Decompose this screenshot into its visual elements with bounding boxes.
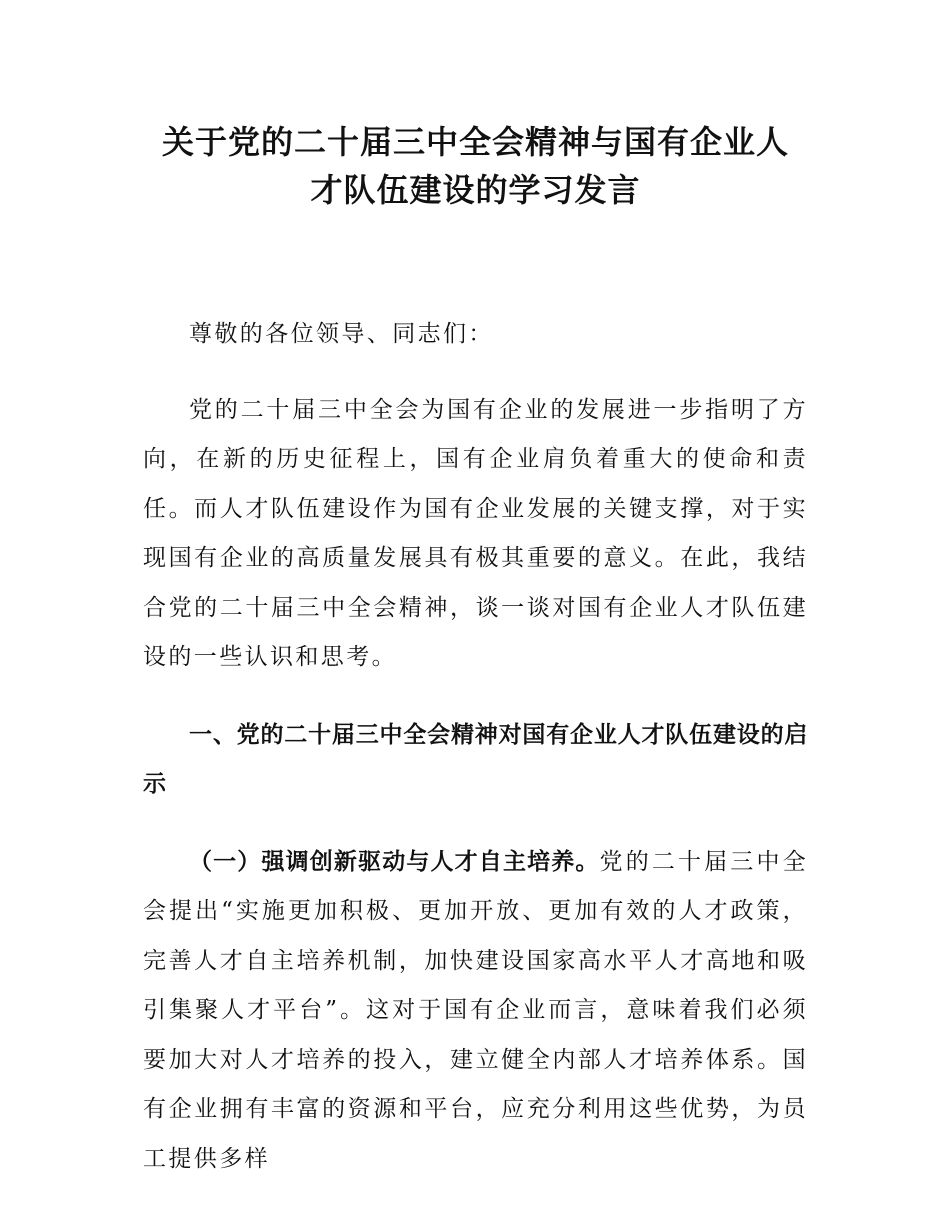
document-title [143, 118, 808, 214]
greeting-paragraph: 尊敬的各位领导、同志们： [189, 321, 494, 347]
subsection-title-1: （一）强调创新驱动与人才自主培养。 [189, 848, 600, 875]
title-line-1: 关于党的二十届三中全会精神与国有企业人 [161, 123, 789, 161]
intro-paragraph: 党的二十届三中全会为国有企业的发展进一步指明了方向，在新的历史征程上，国有企业肩负着重大的使命和责任。而人才队伍建设作为国有企业发展的关键支撑，对于实现国有企业的高质量发展具有极其重要的意义。在此，我结合党的二十届三中全会精神，谈一谈对国有企业人才队伍建设的一些认识和思考。 [143, 396, 808, 670]
subsection-paragraph-1 [143, 838, 808, 1185]
subsection-body-1: 党的二十届三中全会提出“实施更加积极、更加开放、更加有效的人才政策，完善人才自主培养机制，加快建设国家高水平人才高地和吸引集聚人才平台”。这对于国有企业而言，意味着我们必须要加大对人才培养的投入，建立健全内部人才培养体系。国有企业拥有丰富的资源和平台，应充分利用这些优势，为员工提供多样 [143, 848, 808, 1172]
section-heading-1: 一、党的二十届三中全会精神对国有企业人才队伍建设的启示 [143, 721, 808, 797]
title-line-2: 才队伍建设的学习发言 [310, 171, 641, 209]
